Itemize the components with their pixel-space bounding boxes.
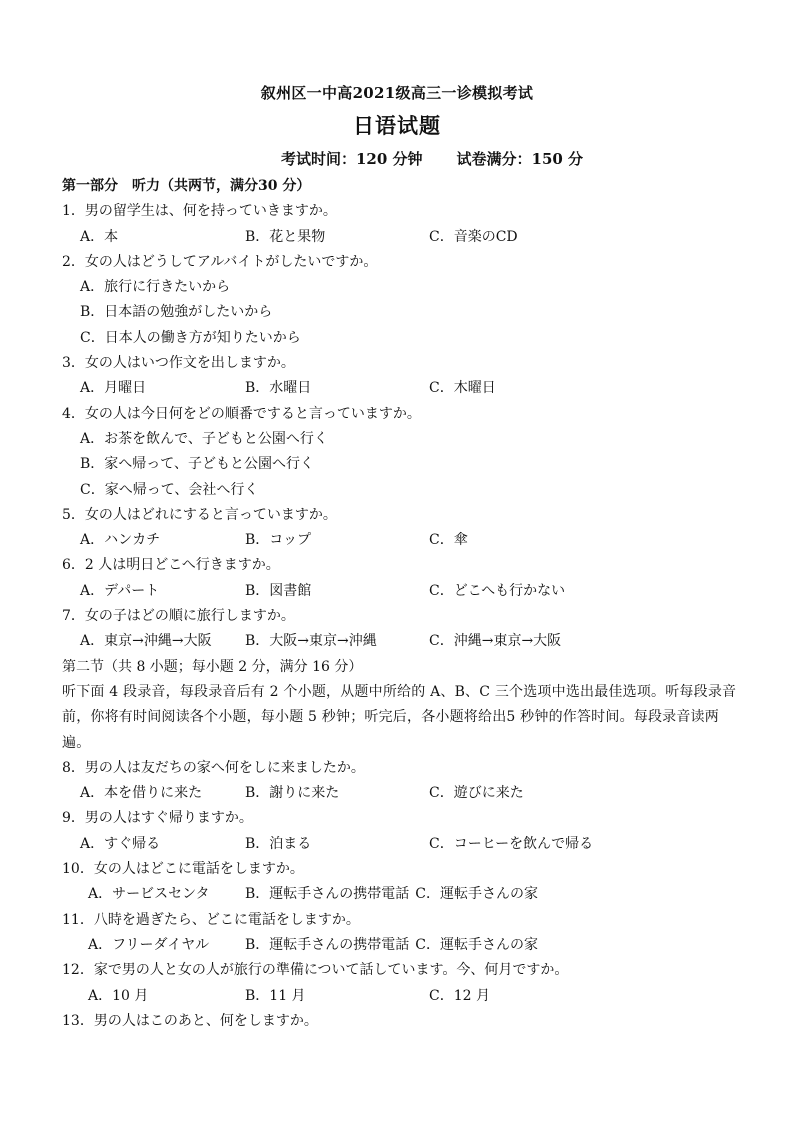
q3-options (62, 376, 742, 401)
exam-time: 考试时间：120 分钟 (280, 150, 423, 168)
q9-option-a: A．すぐ帰る (80, 835, 161, 852)
q9-options (62, 832, 742, 857)
q2-stem: 2．女の人はどうしてアルバイトがしたいですか。 (62, 253, 378, 270)
q6-option-c: C．どこへも行かない (429, 582, 566, 599)
q10-option-a: A．サービスセンタ (88, 886, 210, 903)
q10-stem: 10．女の人はどこに電話をしますか。 (62, 861, 304, 878)
q2-option-c: C．日本人の働き方が知りたいから (80, 329, 301, 346)
q4-option-c: C．家へ帰って、会社へ行く (80, 481, 259, 498)
q6-option-b: B．図書館 (245, 582, 312, 599)
section2-instructions: 听下面 4 段录音，每段录音后有 2 个小题，从题中所给的 A、B、C 三个选项中选出最佳选项。听每段录音前，你将有时间阅读各个小题，每小题 5 秒钟；听完后，各小题将给出5 秒钟的作答时间。每段录音读两遍。 (62, 683, 737, 751)
q6-options (62, 579, 742, 604)
q10-option-c: C．運転手さんの家 (415, 886, 539, 903)
q1-option-a: A．本 (80, 228, 119, 245)
subject-title: 日语试题 (353, 113, 441, 138)
q7-option-a: A．東京→沖縄→大阪 (80, 633, 212, 650)
q8-option-c: C．遊びに来た (429, 785, 524, 802)
q12-options (62, 984, 742, 1009)
q1-stem: 1．男の留学生は、何を持っていきますか。 (62, 203, 337, 220)
exam-score: 试卷满分：150 分 (456, 150, 584, 168)
q12-option-b: B．11 月 (245, 987, 306, 1004)
q3-stem: 3．女の人はいつ作文を出しますか。 (62, 355, 295, 372)
q10-option-b: B．運転手さんの携帯電話 (245, 886, 410, 903)
q11-stem: 11．八時を過ぎたら、どこに電話をしますか。 (62, 911, 360, 928)
q12-option-a: A．10 月 (88, 987, 149, 1004)
q3-option-c: C．木曜日 (429, 380, 496, 397)
q1-options (62, 225, 742, 250)
q4-option-a: A．お茶を飲んで、子どもと公園へ行く (80, 430, 328, 447)
q10-options (62, 882, 742, 907)
q8-options (62, 781, 742, 806)
q11-option-c: C．運転手さんの家 (415, 936, 539, 953)
q7-option-b: B．大阪→東京→沖縄 (245, 633, 377, 650)
q5-option-a: A．ハンカチ (80, 532, 161, 549)
q7-option-c: C．沖縄→東京→大阪 (429, 633, 562, 650)
q1-option-b: B．花と果物 (245, 228, 326, 245)
q5-options (62, 528, 742, 553)
q7-stem: 7．女の子はどの順に旅行しますか。 (62, 608, 295, 625)
q5-option-b: B．コップ (245, 532, 312, 549)
q5-stem: 5．女の人はどれにすると言っていますか。 (62, 506, 337, 523)
q1-option-c: C．音楽のCD (429, 228, 518, 245)
q7-options (62, 629, 742, 654)
q4-option-b: B．家へ帰って、子どもと公園へ行く (80, 456, 315, 473)
q9-option-b: B．泊まる (245, 835, 312, 852)
q8-stem: 8．男の人は友だちの家へ何をしに来ましたか。 (62, 759, 365, 776)
school-title: 叙州区一中高2021级高三一诊模拟考试 (260, 84, 534, 102)
q4-stem: 4．女の人は今日何をどの順番ですると言っていますか。 (62, 405, 421, 422)
q2-option-b: B．日本語の勉強がしたいから (80, 304, 273, 321)
q12-option-c: C．12 月 (429, 987, 490, 1004)
q6-stem: 6．2 人は明日どこへ行きますか。 (62, 557, 280, 574)
q2-option-a: A．旅行に行きたいから (80, 279, 231, 296)
q9-option-c: C．コーヒーを飲んで帰る (429, 835, 594, 852)
q11-option-a: A．フリーダイヤル (88, 936, 210, 953)
q13-stem: 13．男の人はこのあと、何をしますか。 (62, 1012, 318, 1029)
q8-option-a: A．本を借りに来た (80, 785, 203, 802)
q6-option-a: A．デパート (80, 582, 160, 599)
part1-title: 第一部分 听力（共两节，满分30 分） (62, 178, 311, 194)
q3-option-a: A．月曜日 (80, 380, 147, 397)
q8-option-b: B．謝りに来た (245, 785, 340, 802)
q3-option-b: B．水曜日 (245, 380, 312, 397)
q11-option-b: B．運転手さんの携帯電話 (245, 936, 410, 953)
q9-stem: 9．男の人はすぐ帰りますか。 (62, 810, 253, 827)
q5-option-c: C．傘 (429, 532, 468, 549)
q11-options (62, 933, 742, 958)
section2-title: 第二节（共 8 小题；每小题 2 分，满分 16 分） (62, 658, 363, 675)
exam-info (70, 148, 794, 169)
q12-stem: 12．家で男の人と女の人が旅行の準備について話しています。今、何月ですか。 (62, 962, 569, 979)
question-list (62, 174, 742, 1034)
